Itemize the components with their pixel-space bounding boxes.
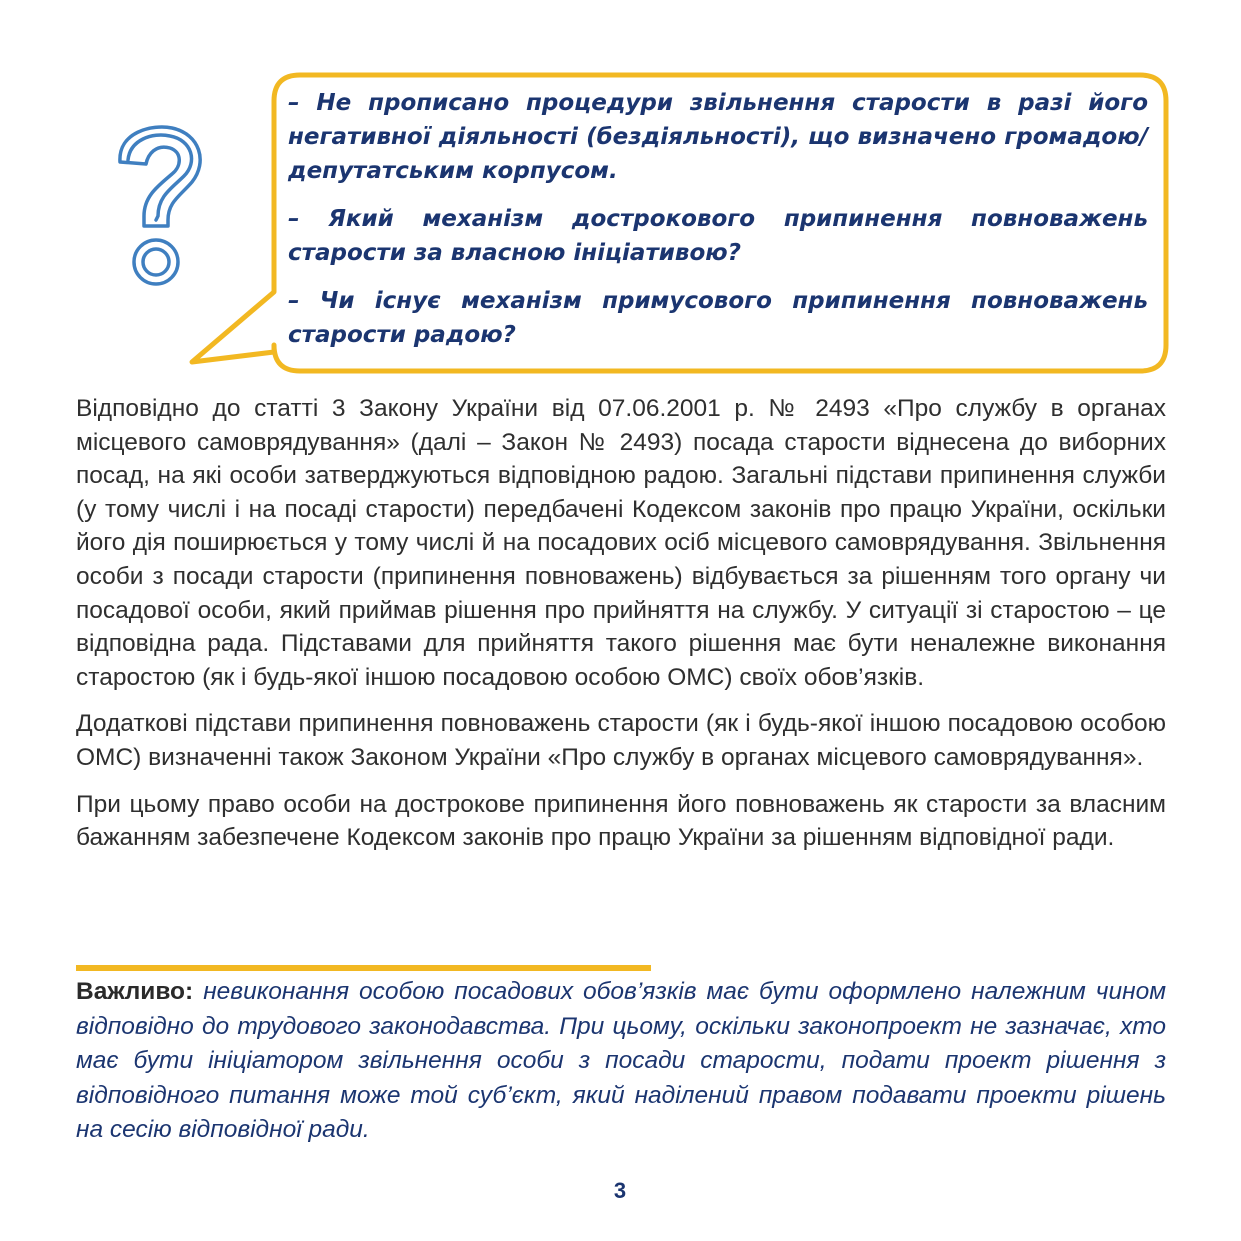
page-number: 3 — [613, 1178, 627, 1203]
body-paragraph: Відповідно до статті 3 Закону України від 07.06.2001 р. № 2493 «Про службу в органах місцевого самоврядування» (далі – Закон № 2493) посада старости віднесена до виборних посад, на які особи затверджуються відповідною радою. Загальні підстави припинення служби (у тому числі і на посаді старости) передбачені Кодексом законів про працю України, оскільки його дія поширюється у тому числі й на посадових осіб місцевого самоврядування. Звільнення особи з посади старости (припинення повноважень) відбувається за рішенням того органу чи посадової особи, який приймав рішення про прийняття на службу. У ситуації зі старостою – це відповідна рада. Підставами для прийняття такого рішення має бути неналежне виконання старостою (як і будь-якої іншою посадовою особою ОМС) своїх обов’язків. — [76, 395, 1166, 691]
callout-item: – Не прописано процедури звільнення старости в разі його негативної діяльності (бездіяльності), що визначено громадою/депутатським корпусом. — [288, 90, 1148, 184]
body-paragraph: Додаткові підстави припинення повноважень старости (як і будь-якої іншою посадовою особою ОМС) визначенні також Законом України «Про службу в органах місцевого самоврядування». — [76, 710, 1166, 771]
important-text: невиконання особою посадових обов’язків має бути оформлено належним чином відповідно до трудового законодавства. При цьому, оскільки законопроект не зазначає, хто має бути ініціатором звільнення особи з посади старости, подати проект рішення з відповідного питання може той суб’єкт, який наділений правом подавати проекти рішень на сесію відповідної ради. — [76, 978, 1166, 1143]
body-text — [76, 392, 1166, 868]
important-note — [76, 975, 1166, 1148]
body-paragraph: При цьому право особи на дострокове припинення його повноважень як старости за власним бажанням забезпечене Кодексом законів про працю України за рішенням відповідної ради. — [76, 790, 1166, 852]
question-mark-icon — [112, 122, 212, 292]
important-label: Важливо: — [76, 978, 194, 1005]
important-divider — [76, 965, 651, 971]
callout-questions — [288, 86, 1148, 366]
callout-item: – Який механізм дострокового припинення повноважень старости за власною ініціативою? — [288, 206, 1148, 266]
callout-item: – Чи існує механізм примусового припинення повноважень старости радою? — [288, 288, 1148, 348]
